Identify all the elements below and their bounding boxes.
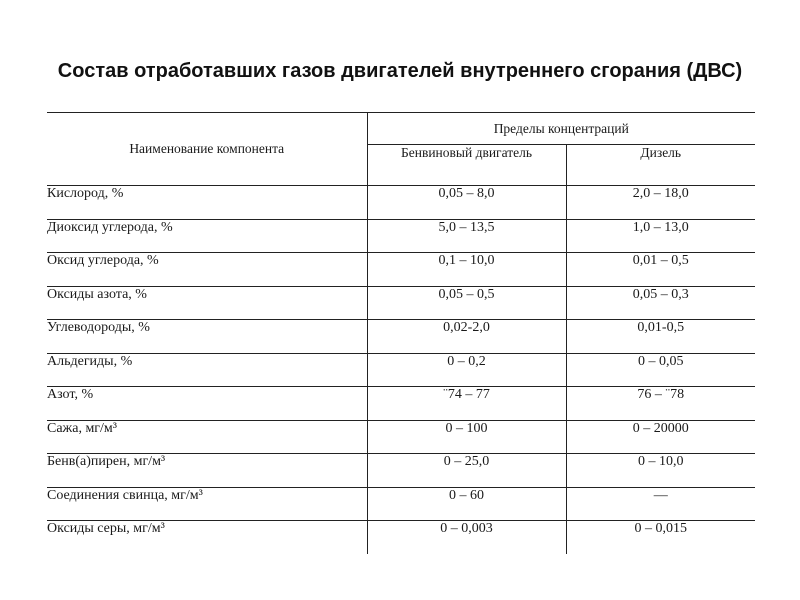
component-name-cell: Соединения свинца, мг/м³ <box>47 487 367 521</box>
page-title: Состав отработавших газов двигателей внутреннего сгорания (ДВС) <box>57 60 743 82</box>
diesel-value-cell: 0 – 0,015 <box>634 521 687 536</box>
table-row <box>47 186 755 220</box>
petrol-value-cell: 0 – 0,2 <box>367 353 566 387</box>
table-row <box>47 487 755 521</box>
diesel-value-cell: 0 – 10,0 <box>566 454 755 488</box>
diesel-value-cell: 2,0 – 18,0 <box>566 186 755 220</box>
table-row <box>47 454 755 488</box>
table-row <box>47 521 755 555</box>
petrol-value-cell: 0 – 0,003 <box>367 521 566 555</box>
component-name-cell: Оксиды серы, мг/м³ <box>47 521 367 555</box>
component-name-cell: Бенв(а)пирен, мг/м³ <box>47 454 367 488</box>
diesel-value-cell: 1,0 – 13,0 <box>566 219 755 253</box>
component-name-cell: Углеводороды, % <box>47 320 367 354</box>
component-name-cell: Оксид углерода, % <box>47 253 367 287</box>
table-row <box>47 286 755 320</box>
table-row <box>47 253 755 287</box>
component-name-cell: Оксиды азота, % <box>47 286 367 320</box>
petrol-engine-header: Бенвиновый двигатель <box>367 145 566 186</box>
diesel-value-cell: 0 – 0,05 <box>566 353 755 387</box>
petrol-value-cell: 0,05 – 8,0 <box>367 186 566 220</box>
component-name-cell: Альдегиды, % <box>47 353 367 387</box>
diesel-value-cell: 0,05 – 0,3 <box>566 286 755 320</box>
table-row <box>47 353 755 387</box>
component-column-header: Наименование компонента <box>47 113 367 186</box>
diesel-value-cell: 0,01 – 0,5 <box>566 253 755 287</box>
table-row <box>47 387 755 421</box>
petrol-value-cell: 0 – 60 <box>367 487 566 521</box>
petrol-value-cell: ¨74 – 77 <box>367 387 566 421</box>
petrol-value-cell: 0,05 – 0,5 <box>367 286 566 320</box>
component-name-cell: Азот, % <box>47 387 367 421</box>
table-row <box>47 320 755 354</box>
table-row <box>47 219 755 253</box>
petrol-value-cell: 5,0 – 13,5 <box>367 219 566 253</box>
component-name-cell: Диоксид углерода, % <box>47 219 367 253</box>
diesel-value-cell: 0,01-0,5 <box>566 320 755 354</box>
concentration-limits-header: Пределы концентраций <box>367 113 755 145</box>
petrol-value-cell: 0,02-2,0 <box>367 320 566 354</box>
diesel-value-cell: — <box>566 487 755 521</box>
composition-table <box>47 112 755 554</box>
table-body <box>47 186 755 555</box>
petrol-value-cell: 0 – 25,0 <box>367 454 566 488</box>
component-name-cell: Сажа, мг/м³ <box>47 420 367 454</box>
petrol-value-cell: 0 – 100 <box>367 420 566 454</box>
diesel-value-cell: 0 – 20000 <box>566 420 755 454</box>
petrol-value-cell: 0,1 – 10,0 <box>367 253 566 287</box>
component-name-cell: Кислород, % <box>47 186 367 220</box>
table-row <box>47 420 755 454</box>
diesel-value-cell: 76 – ¨78 <box>566 387 755 421</box>
diesel-header: Дизель <box>566 145 755 186</box>
